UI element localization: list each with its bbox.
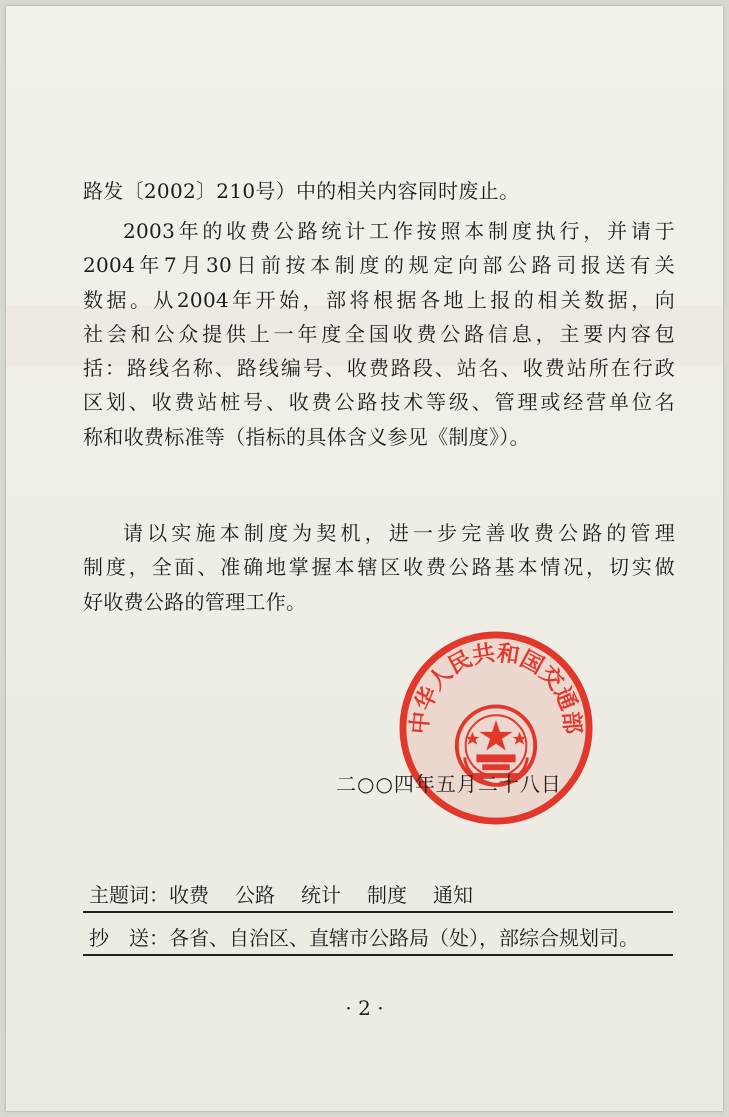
paragraph-3 [83, 516, 675, 619]
paragraph-2-line-1: 2003年的收费公路统计工作按照本制度执行，并请于 [123, 219, 675, 243]
page-number: · 2 · [345, 996, 384, 1020]
paragraph-2-line-7: 称和收费标准等（指标的具体含义参见《制度》）。 [83, 424, 530, 449]
paragraph-3-line-3: 好收费公路的管理工作。 [83, 589, 307, 614]
paragraph-1 [83, 174, 675, 208]
paragraph-3-line-2: 制度，全面、准确地掌握本辖区收费公路基本情况，切实做 [83, 555, 675, 580]
keyword: 收费 [169, 883, 209, 907]
keyword: 公路 [235, 883, 275, 907]
paragraph-2 [83, 214, 675, 454]
seal-text: 中华人民共和国交通部 [406, 640, 586, 736]
footer-divider-top [83, 911, 673, 913]
keyword: 统计 [301, 883, 341, 907]
keyword: 制度 [367, 883, 407, 907]
subject-keywords-row [89, 879, 473, 908]
carbon-copy-row [89, 922, 639, 951]
footer-divider-bottom [83, 954, 673, 956]
document-page [6, 6, 723, 1111]
paragraph-1-line-1: 路发〔2002〕210号）中的相关内容同时废止。 [83, 179, 520, 203]
paragraph-2-line-3: 数据。从2004年开始，部将根据各地上报的相关数据，向 [83, 287, 675, 312]
keyword: 通知 [433, 883, 473, 907]
paragraph-2-line-2: 2004年7月30日前按本制度的规定向部公路司报送有关 [83, 253, 675, 278]
cc-label: 抄 送： [89, 926, 169, 950]
paragraph-2-line-4: 社会和公众提供上一年度全国收费公路信息，主要内容包 [83, 321, 675, 346]
issue-date: 二○○四年五月二十八日 [336, 772, 562, 796]
paragraph-2-line-5: 括：路线名称、路线编号、收费路段、站名、收费站所在行政 [83, 356, 675, 381]
cc-recipients: 各省、自治区、直辖市公路局（处），部综合规划司。 [169, 926, 639, 950]
paragraph-3-line-1: 请以实施本制度为契机，进一步完善收费公路的管理 [123, 521, 675, 545]
paragraph-2-line-6: 区划、收费站桩号、收费公路技术等级、管理或经营单位名 [83, 390, 675, 415]
subject-label: 主题词： [89, 883, 169, 907]
